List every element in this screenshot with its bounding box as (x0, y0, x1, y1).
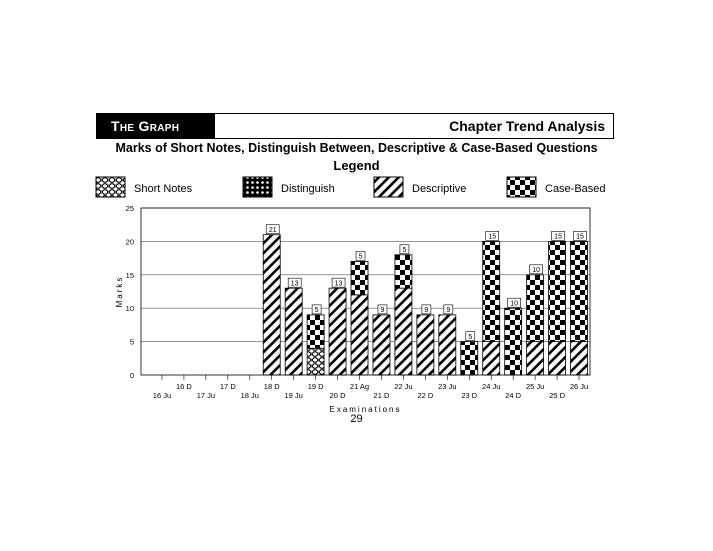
x-tick-label: 16 Ju (152, 391, 172, 400)
legend-label-short: Short Notes (134, 183, 193, 195)
bar-short (307, 348, 324, 375)
x-tick-label: 22 D (417, 391, 434, 400)
legend (96, 177, 606, 197)
page-number: 29 (350, 413, 363, 425)
data-label: 13 (334, 280, 343, 288)
bar-desc (571, 342, 588, 375)
bar-desc (263, 235, 280, 375)
legend-label-desc: Descriptive (412, 183, 467, 195)
data-label: 9 (424, 307, 429, 315)
bar-case (351, 261, 368, 294)
legend-swatch-case (507, 177, 536, 197)
data-label: 13 (290, 280, 299, 288)
x-tick-label: 21 D (373, 391, 390, 400)
x-tick-label: 23 D (461, 391, 478, 400)
y-tick-label: 25 (125, 204, 134, 213)
x-tick-label: 19 D (307, 382, 324, 391)
x-tick-label: 25 Ju (525, 382, 545, 391)
legend-swatch-dist (243, 177, 272, 197)
x-tick-label: 16 D (176, 382, 192, 391)
bar-desc (285, 288, 302, 375)
x-axis-label: Examinations (329, 405, 402, 414)
header-tag: The Graph (97, 114, 215, 138)
x-tick-label: 24 Ju (482, 382, 501, 391)
bar-case (395, 255, 412, 288)
bar-case (505, 308, 522, 375)
bar-desc (395, 288, 412, 375)
y-tick-label: 10 (125, 304, 134, 314)
data-label: 10 (510, 300, 519, 308)
data-label: 5 (358, 253, 363, 261)
x-tick-label: 24 D (505, 391, 522, 400)
legend-swatch-short (96, 177, 125, 197)
data-label: 15 (576, 233, 584, 241)
data-label: 9 (380, 307, 385, 315)
x-tick-label: 18 Ju (240, 391, 259, 400)
data-label: 15 (488, 233, 497, 241)
y-tick-label: 5 (129, 337, 134, 347)
legend-item-case (507, 177, 606, 197)
data-label: 21 (268, 226, 277, 234)
bar-desc (329, 288, 346, 375)
bar-desc (417, 315, 434, 375)
legend-item-short (96, 177, 193, 197)
y-axis-label: Marks (115, 275, 124, 308)
x-tick-label: 26 Ju (569, 382, 589, 391)
bar-desc (527, 342, 544, 375)
y-tick-label: 20 (125, 237, 134, 247)
data-label: 9 (446, 307, 451, 315)
x-tick-label: 17 Ju (196, 391, 216, 400)
x-tick-label: 23 Ju (438, 382, 457, 391)
x-tick-label: 22 Ju (394, 382, 413, 391)
y-tick-label: 15 (125, 270, 134, 280)
bar-case (307, 315, 324, 348)
chart-subtitle: Marks of Short Notes, Distinguish Between, Descriptive & Case-Based Questions (115, 141, 598, 155)
data-label: 5 (468, 333, 473, 341)
legend-item-dist (243, 177, 335, 197)
x-tick-label: 20 D (329, 391, 346, 400)
bar-desc (483, 342, 500, 375)
bar-desc (351, 295, 368, 375)
bar-case (527, 275, 544, 342)
x-tick-label: 21 Ag (349, 382, 370, 391)
legend-swatch-desc (374, 177, 403, 197)
bar-case (461, 342, 478, 375)
data-label: 5 (402, 246, 407, 254)
data-label: 10 (532, 267, 541, 274)
data-label: 5 (314, 307, 319, 315)
y-tick-label: 0 (129, 371, 134, 380)
x-tick-label: 17 D (219, 382, 236, 391)
bar-case (483, 241, 500, 341)
bar-desc (439, 315, 456, 375)
legend-label-dist: Distinguish (281, 183, 335, 195)
bar-case (571, 241, 588, 341)
bars (263, 225, 587, 375)
bar-desc (549, 342, 566, 375)
bar-desc (373, 315, 390, 375)
legend-item-desc (374, 177, 466, 197)
legend-label-case: Case-Based (545, 183, 606, 195)
x-tick-label: 19 Ju (284, 391, 303, 400)
bar-case (549, 241, 566, 341)
header-title: Chapter Trend Analysis (449, 118, 605, 134)
data-label: 15 (554, 233, 562, 241)
x-tick-label: 18 D (263, 382, 280, 391)
legend-title: Legend (333, 158, 380, 173)
x-tick-label: 25 D (549, 391, 565, 400)
